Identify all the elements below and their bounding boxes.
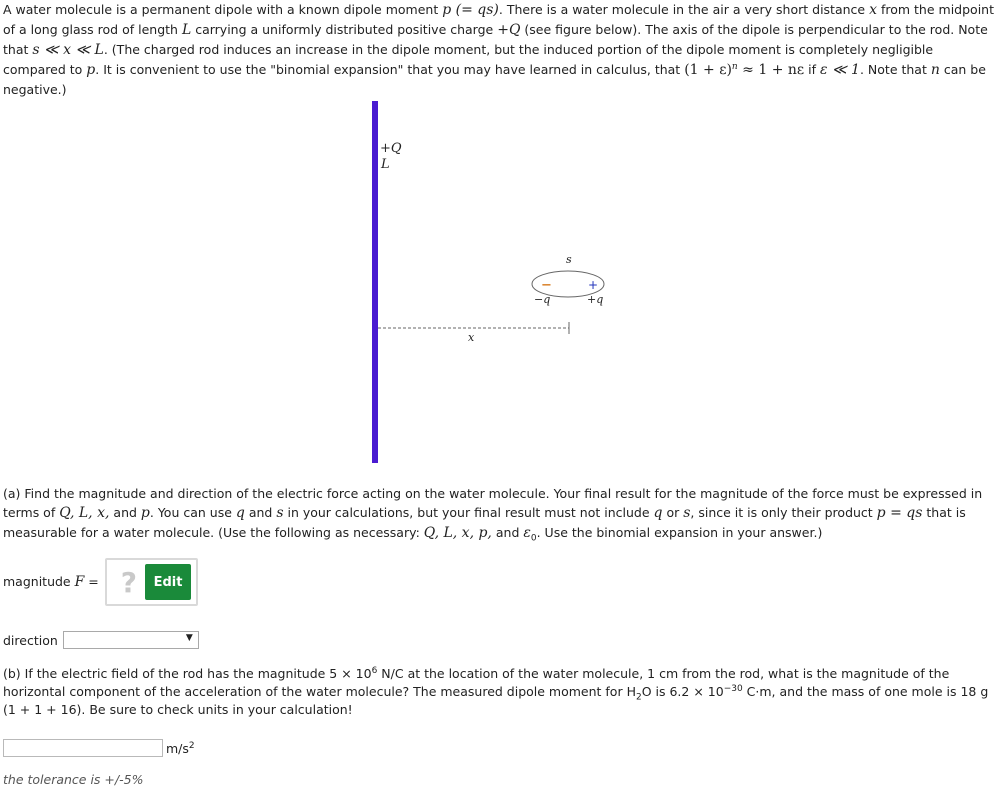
math-binomial-rhs: ≈ 1 + nε — [737, 62, 805, 78]
part-a-text: and — [491, 525, 524, 540]
direction-select[interactable] — [63, 631, 199, 649]
intro-text: . There is a water molecule in the air a very short distance — [498, 2, 870, 17]
charged-rod — [372, 101, 378, 463]
acceleration-input[interactable] — [3, 739, 163, 757]
math-inequality: s ≪ x ≪ L — [32, 42, 104, 58]
math-p: p — [86, 62, 96, 78]
magnitude-answer-box[interactable] — [105, 558, 198, 606]
math-epsilon: ε — [523, 525, 531, 541]
math-p: p — [140, 505, 150, 521]
math-q: q — [653, 505, 663, 521]
minus-sign: − — [541, 278, 552, 293]
intro-text: (see figure below). The axis of the dipole is perpendicular to the rod. Note that — [3, 22, 988, 57]
part-a-text: . You can use — [149, 505, 236, 520]
part-b-text: O is 6.2 × 10 — [641, 684, 724, 699]
math-p-eq-qs: p = qs — [876, 505, 923, 521]
question-mark-icon: ? — [120, 565, 138, 599]
math-binomial-exponent: n — [731, 61, 738, 72]
direction-row — [3, 631, 199, 649]
math-n: n — [930, 62, 940, 78]
unit-label — [166, 741, 195, 756]
math-L: L — [181, 22, 192, 38]
math-s: s — [276, 505, 284, 521]
math-s: s — [683, 505, 691, 521]
part-b-text: (b) If the electric field of the rod has the magnitude 5 × 10 — [3, 666, 372, 681]
dropdown-arrow-icon: ▼ — [185, 633, 193, 643]
part-b-answer-row — [3, 739, 195, 757]
positive-charge-label: +q — [587, 293, 604, 306]
part-a-text: (a) Find the magnitude and direction of the electric force acting on the water molecule. Your final result for the magnitude of the force must be expressed in terms of — [3, 486, 983, 520]
math-x: x — [869, 2, 877, 18]
part-a-question — [3, 484, 998, 543]
part-a-text: . Use the binomial expansion in your answer.) — [536, 525, 823, 540]
rod-length-label: L — [381, 157, 390, 172]
negative-charge-label: −q — [534, 293, 551, 306]
intro-text: carrying a uniformly distributed positive charge — [191, 22, 498, 37]
intro-text: . Note that — [859, 62, 931, 77]
part-a-text: , since it is only their product — [690, 505, 877, 520]
part-a-text: that is measurable for a water molecule. (Use the following as necessary: — [3, 505, 966, 540]
part-b-text: N/C at the location of the water molecule, 1 cm from the rod, what is the magnitude of the horizontal component of the acceleration of the water molecule? The measured dipole moment for H — [3, 666, 950, 699]
part-a-text: and — [109, 505, 141, 520]
intro-text: from the midpoint of a long glass rod of length — [3, 2, 994, 37]
unit-text: m/s — [166, 740, 189, 756]
part-a-text: or — [662, 505, 684, 520]
intro-text: . It is convenient to use the "binomial expansion" that you may have learned in calculus, that — [95, 62, 685, 77]
magnitude-label — [3, 574, 99, 590]
edit-button[interactable]: Edit — [145, 564, 191, 600]
intro-text: A water molecule is a permanent dipole with a known dipole moment — [3, 2, 443, 17]
math-epsilon-condition: ε ≪ 1 — [819, 62, 860, 78]
math-vars: Q, L, x, — [59, 505, 110, 521]
part-a-text: and — [244, 505, 277, 520]
subscript: 2 — [635, 692, 642, 703]
math-q: q — [235, 505, 245, 521]
exponent: −30 — [723, 683, 743, 694]
math-dipole-moment: p (= qs) — [442, 2, 499, 18]
part-b-text: C·m, and the mass of one mole is 18 g (1 + 1 + 16). Be sure to check units in your calculation! — [3, 684, 989, 717]
direction-label: direction — [3, 632, 58, 648]
math-binomial-lhs: (1 + ε) — [684, 62, 732, 78]
exponent: 6 — [371, 665, 378, 676]
part-b-question — [3, 665, 998, 719]
part-a-text: in your calculations, but your final result must not include — [283, 505, 654, 520]
intro-text: if — [804, 62, 820, 77]
intro-text: . (The charged rod induces an increase in the dipole moment, but the induced portion of the dipole moment is completely negligible compared to — [3, 42, 934, 77]
dipole-separation-label: s — [566, 253, 572, 266]
math-epsilon-sub: 0 — [530, 533, 537, 544]
magnitude-row — [3, 558, 198, 606]
magnitude-eq: = — [84, 574, 99, 589]
math-Q: +Q — [497, 22, 521, 38]
math-vars: Q, L, x, p, — [423, 525, 492, 541]
unit-exponent: 2 — [188, 740, 195, 751]
tolerance-note: the tolerance is +/-5% — [3, 772, 144, 787]
magnitude-var: F — [74, 574, 85, 590]
plus-sign: + — [588, 278, 599, 292]
distance-label: x — [468, 331, 475, 344]
rod-charge-label: +Q — [380, 141, 402, 156]
magnitude-label-text: magnitude — [3, 574, 75, 589]
intro-text: can be negative.) — [3, 62, 986, 97]
